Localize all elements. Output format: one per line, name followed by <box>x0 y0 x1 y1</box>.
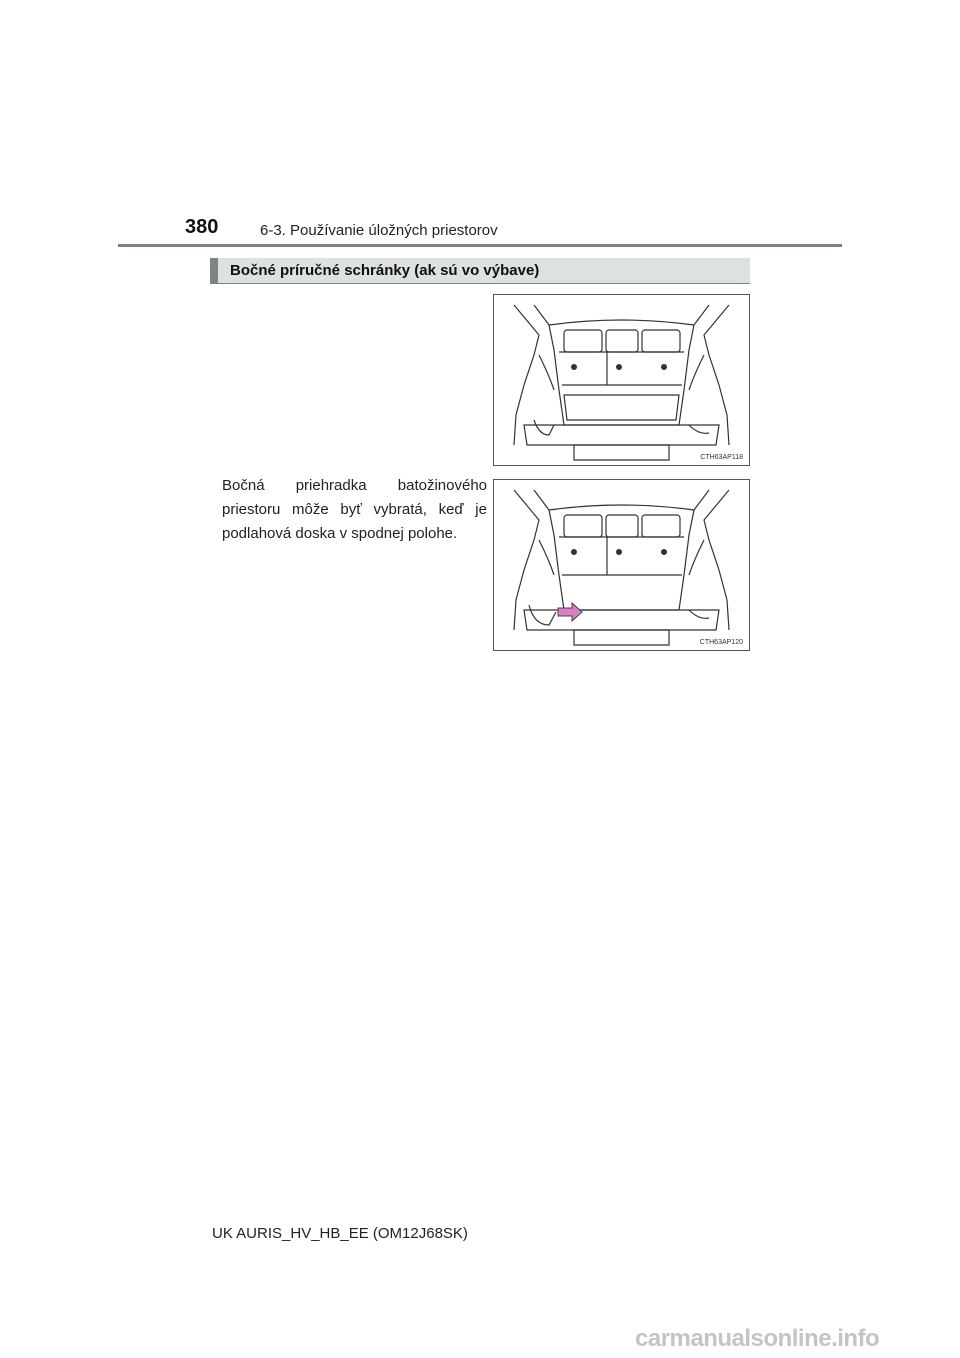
car-trunk-drawing <box>494 295 749 465</box>
body-paragraph: Bočná priehradka batožinového priestoru môže byť vybratá, keď je podlahová doska v spodnej polohe. <box>222 477 487 542</box>
pull-arrow-icon <box>558 603 582 621</box>
footer-model-code: UK AURIS_HV_HB_EE (OM12J68SK) <box>212 1225 468 1242</box>
header-divider <box>118 244 842 247</box>
section-heading-bar <box>210 258 750 284</box>
section-heading: Bočné príručné schránky (ak sú vo výbave) <box>230 262 540 279</box>
figure-code: CTH63AP120 <box>699 639 743 646</box>
chapter-title: 6-3. Používanie úložných priestorov <box>260 222 498 239</box>
figure-code: CTH63AP118 <box>700 454 743 461</box>
car-trunk-drawing <box>494 480 749 650</box>
watermark: carmanualsonline.info <box>635 1325 880 1352</box>
luggage-compartment-illustration-2 <box>493 479 750 651</box>
luggage-compartment-illustration-1 <box>493 294 750 466</box>
page-number: 380 <box>185 216 219 238</box>
